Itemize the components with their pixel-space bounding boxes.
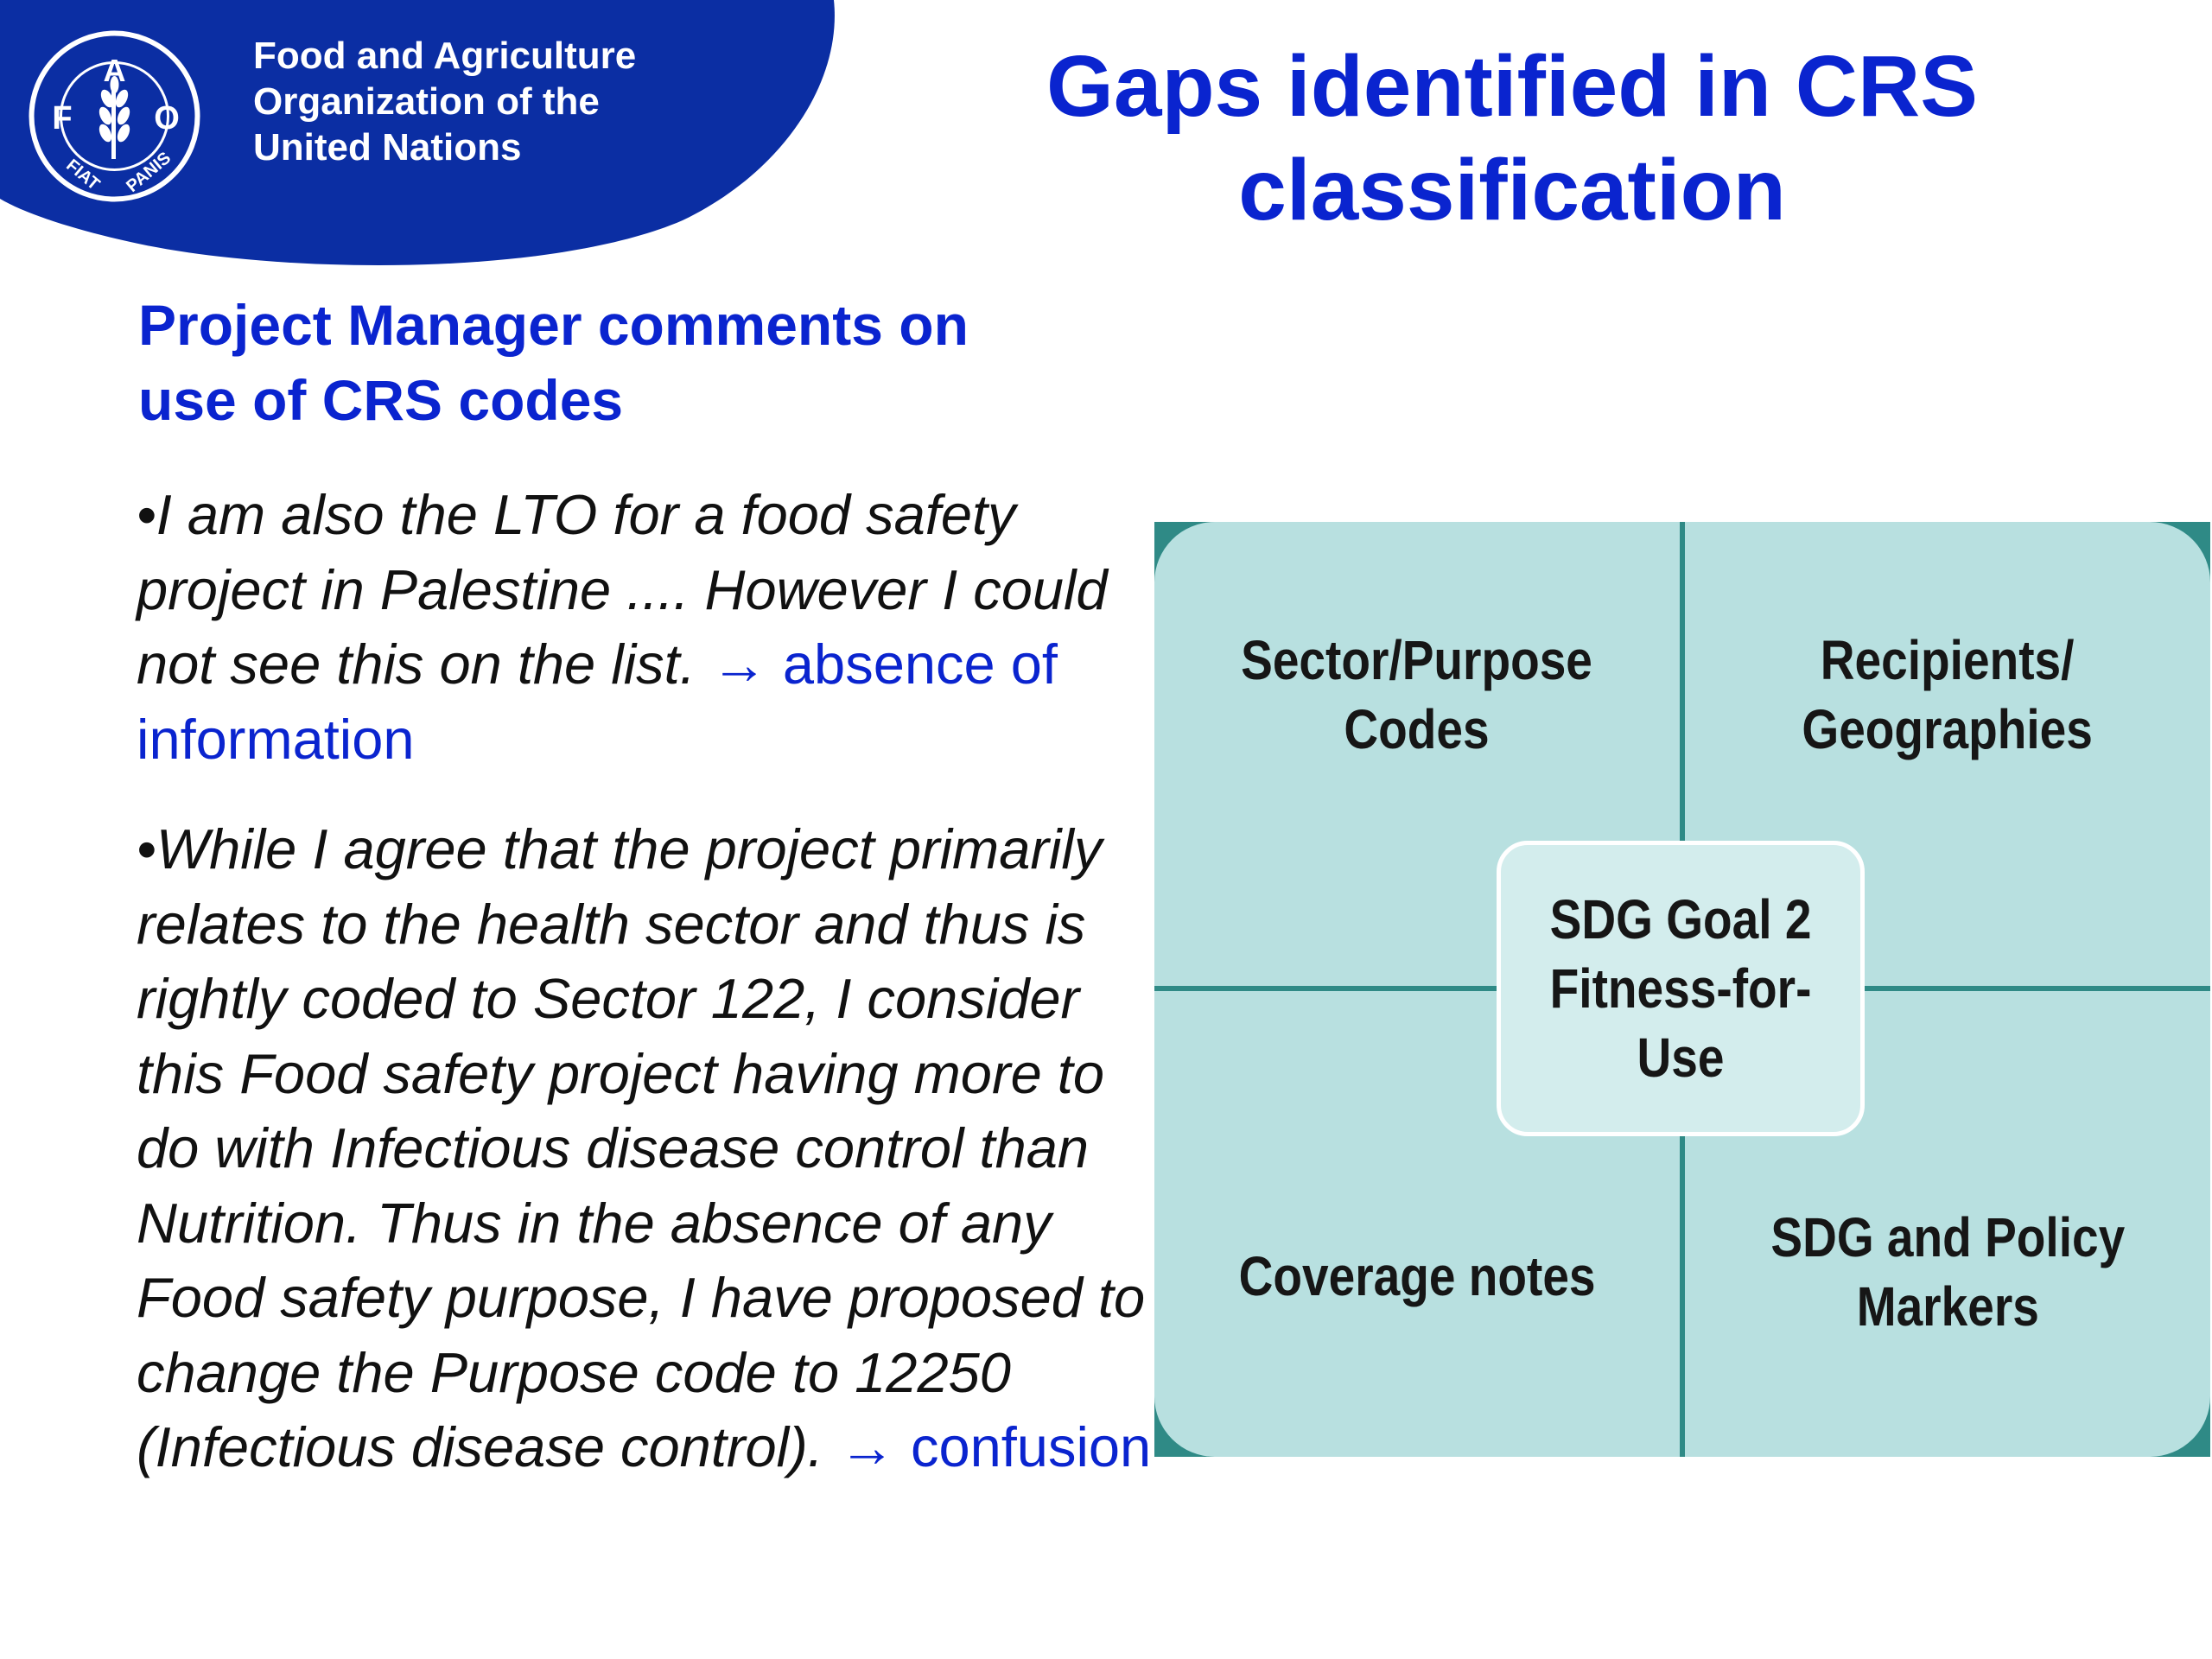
org-name-line-2: Organization of the [253,80,600,123]
logo-letter-a: A [103,53,126,88]
bullet-1-note: absence of information [137,632,1058,771]
slide-title-line-1: Gaps identified in CRS [1046,38,1978,135]
quadrant-tl-line-1: Sector/Purpose [1241,629,1593,691]
quadrant-br-line-2: Markers [1856,1275,2039,1338]
subtitle-line-1: Project Manager comments on [138,293,969,357]
bullet-comment-2 [137,812,1156,1485]
quadrant-bl-line-1: Coverage notes [1238,1245,1596,1307]
subtitle-line-2: use of CRS codes [138,368,624,432]
logo-motto-right: PANIS [123,148,175,196]
quadrant-tr-line-2: Geographies [1802,698,2094,760]
slide-title-line-2: classification [1238,142,1786,238]
quadrant-tr-line-1: Recipients/ [1821,629,2075,691]
slide-title [942,35,2082,242]
logo-letter-f: F [52,100,73,137]
bullet-2-note: confusion [910,1415,1152,1478]
center-line-1: SDG Goal 2 [1549,888,1812,950]
bullet-1-quote: •I am also the LTO for a food safety project in Palestine .... However I could not see this on the list. [137,483,1108,696]
bullet-2-quote: •While I agree that the project primarily relates to the health sector and thus is rightly coded to Sector 122, I consider this Food safety project having more to do with Infectious disease control than Nutrition. Thus in the absence of any Food safety purpose, I have proposed to change the Purpose code to 12250 (Infectious disease control). [137,817,1146,1478]
center-line-2: Fitness-for- [1549,957,1812,1020]
bullet-comment-1 [137,478,1156,777]
section-subtitle [138,288,1132,438]
logo-motto-left: FIAT [62,156,104,194]
logo-letter-o: O [154,100,180,137]
quadrant-tl-line-2: Codes [1344,698,1491,760]
quadrant-br-line-1: SDG and Policy [1770,1206,2125,1268]
fao-logo-icon [26,28,203,205]
organization-name [253,33,636,170]
fitness-for-use-matrix [1154,522,2210,1457]
org-name-line-3: United Nations [253,126,522,168]
center-sdg-goal-box [1497,841,1865,1136]
arrow-right-icon: → [710,632,767,696]
center-line-3: Use [1637,1027,1725,1089]
arrow-right-icon: → [838,1415,895,1478]
org-name-line-1: Food and Agriculture [253,35,637,77]
